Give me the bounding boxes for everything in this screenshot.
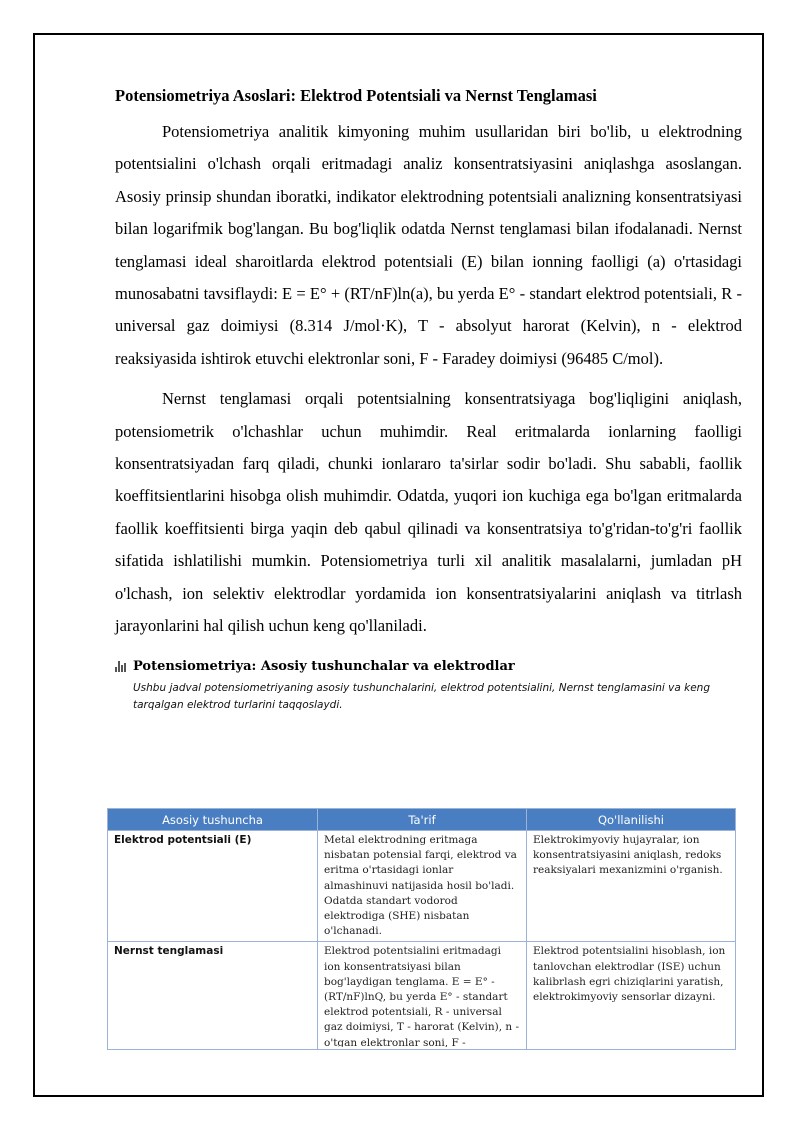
bar-chart-icon [115,661,127,672]
table-row [108,831,736,942]
table-heading [115,659,742,674]
cell-definition [318,942,527,1050]
table-title: Potensiometriya: Asosiy tushunchalar va elektrodlar [133,658,515,674]
column-header-concept: Asosiy tushuncha [108,809,318,831]
column-header-usage: Qo'llanilishi [527,809,736,831]
table-caption: Ushbu jadval potensiometriyaning asosiy tushunchalarini, elektrod potentsialini, Nernst tenglamasini va keng tarqalgan elektrod turlarini taqqoslaydi. [133,681,710,711]
cell-definition: Metal elektrodning eritmaga nisbatan potensial farqi, elektrod va eritma o'rtasidagi ionlar almashinuvi natijasida hosil bo'ladi. Odatda standart vodorod elektrodiga (SHE) nisbatan o'lchanadi. [318,831,527,942]
table-row [108,942,736,1050]
concepts-table [107,808,736,1050]
column-header-definition: Ta'rif [318,809,527,831]
paragraph-1: Potensiometriya analitik kimyoning muhim usullaridan biri bo'lib, u elektrodning potentsialini o'lchash orqali eritmadagi analiz konsentratsiyasini aniqlashga asoslangan. Asosiy prinsip shundan iboratki, indikator elektrodning potentsiali analizning konsentratsiyasi bilan logarifmik bog'langan. Bu bog'liqlik odatda Nernst tenglamasi bilan ifodalanadi. Nernst tenglamasi ideal sharoitlarda elektrod potentsiali (E) bilan ionning faolligi (a) o'rtasidagi munosabatni tavsiflaydi: E = E° + (RT/nF)ln(a), bu yerda E° - standart elektrod potentsiali, R - universal gaz doimiysi (8.314 J/mol·K), T - absolyut harorat (Kelvin), n - elektrod reaksiyasida ishtirok etuvchi elektronlar soni, F - Faradey doimiysi (96485 C/mol). [115,122,742,368]
table-header-row [108,809,736,831]
cell-usage: Elektrod potentsialini hisoblash, ion tanlovchan elektrodlar (ISE) uchun kalibrlash egri chiziqlarini yaratish, elektrokimyoviy sensorlar dizayni. [527,942,736,1050]
cell-definition-text: Elektrod potentsialini eritmadagi ion konsentratsiyasi bilan bog'laydigan tenglama. E = E° - (RT/nF)lnQ, bu yerda E° - standart elektrod potentsiali, R - universal gaz doimiysi, T - harorat (Kelvin), n - o'tgan elektronlar soni, F - [324,945,520,1048]
document-title: Potensiometriya Asoslari: Elektrod Potentsiali va Nernst Tenglamasi [115,86,597,105]
cell-concept: Nernst tenglamasi [108,942,318,1050]
paragraph-2: Nernst tenglamasi orqali potentsialning konsentratsiyaga bog'liqligini aniqlash, potensiometrik o'lchashlar uchun muhimdir. Real eritmalarda ionlarning faolligi konsentratsiyadan farq qiladi, chunki ionlararo ta'sirlar sodir bo'ladi. Shu sababli, faollik koeffitsientlarini hisobga olish muhimdir. Odatda, yuqori ion kuchiga ega bo'lgan eritmalarda faollik koeffitsienti birga yaqin deb qabul qilinadi va konsentratsiya to'g'ridan-to'g'ri faollik sifatida ishlatilishi mumkin. Potensiometriya turli xil analitik masalalarni, jumladan pH o'lchash, ion selektiv elektrodlar yordamida ion konsentratsiyalarini aniqlash va titrlash jarayonlarini hal qilish uchun keng qo'llaniladi. [115,389,742,636]
document-body [115,86,742,714]
cell-usage: Elektrokimyoviy hujayralar, ion konsentratsiyasini aniqlash, redoks reaksiyalari mexanizmini o'rganish. [527,831,736,942]
cell-concept: Elektrod potentsiali (E) [108,831,318,942]
